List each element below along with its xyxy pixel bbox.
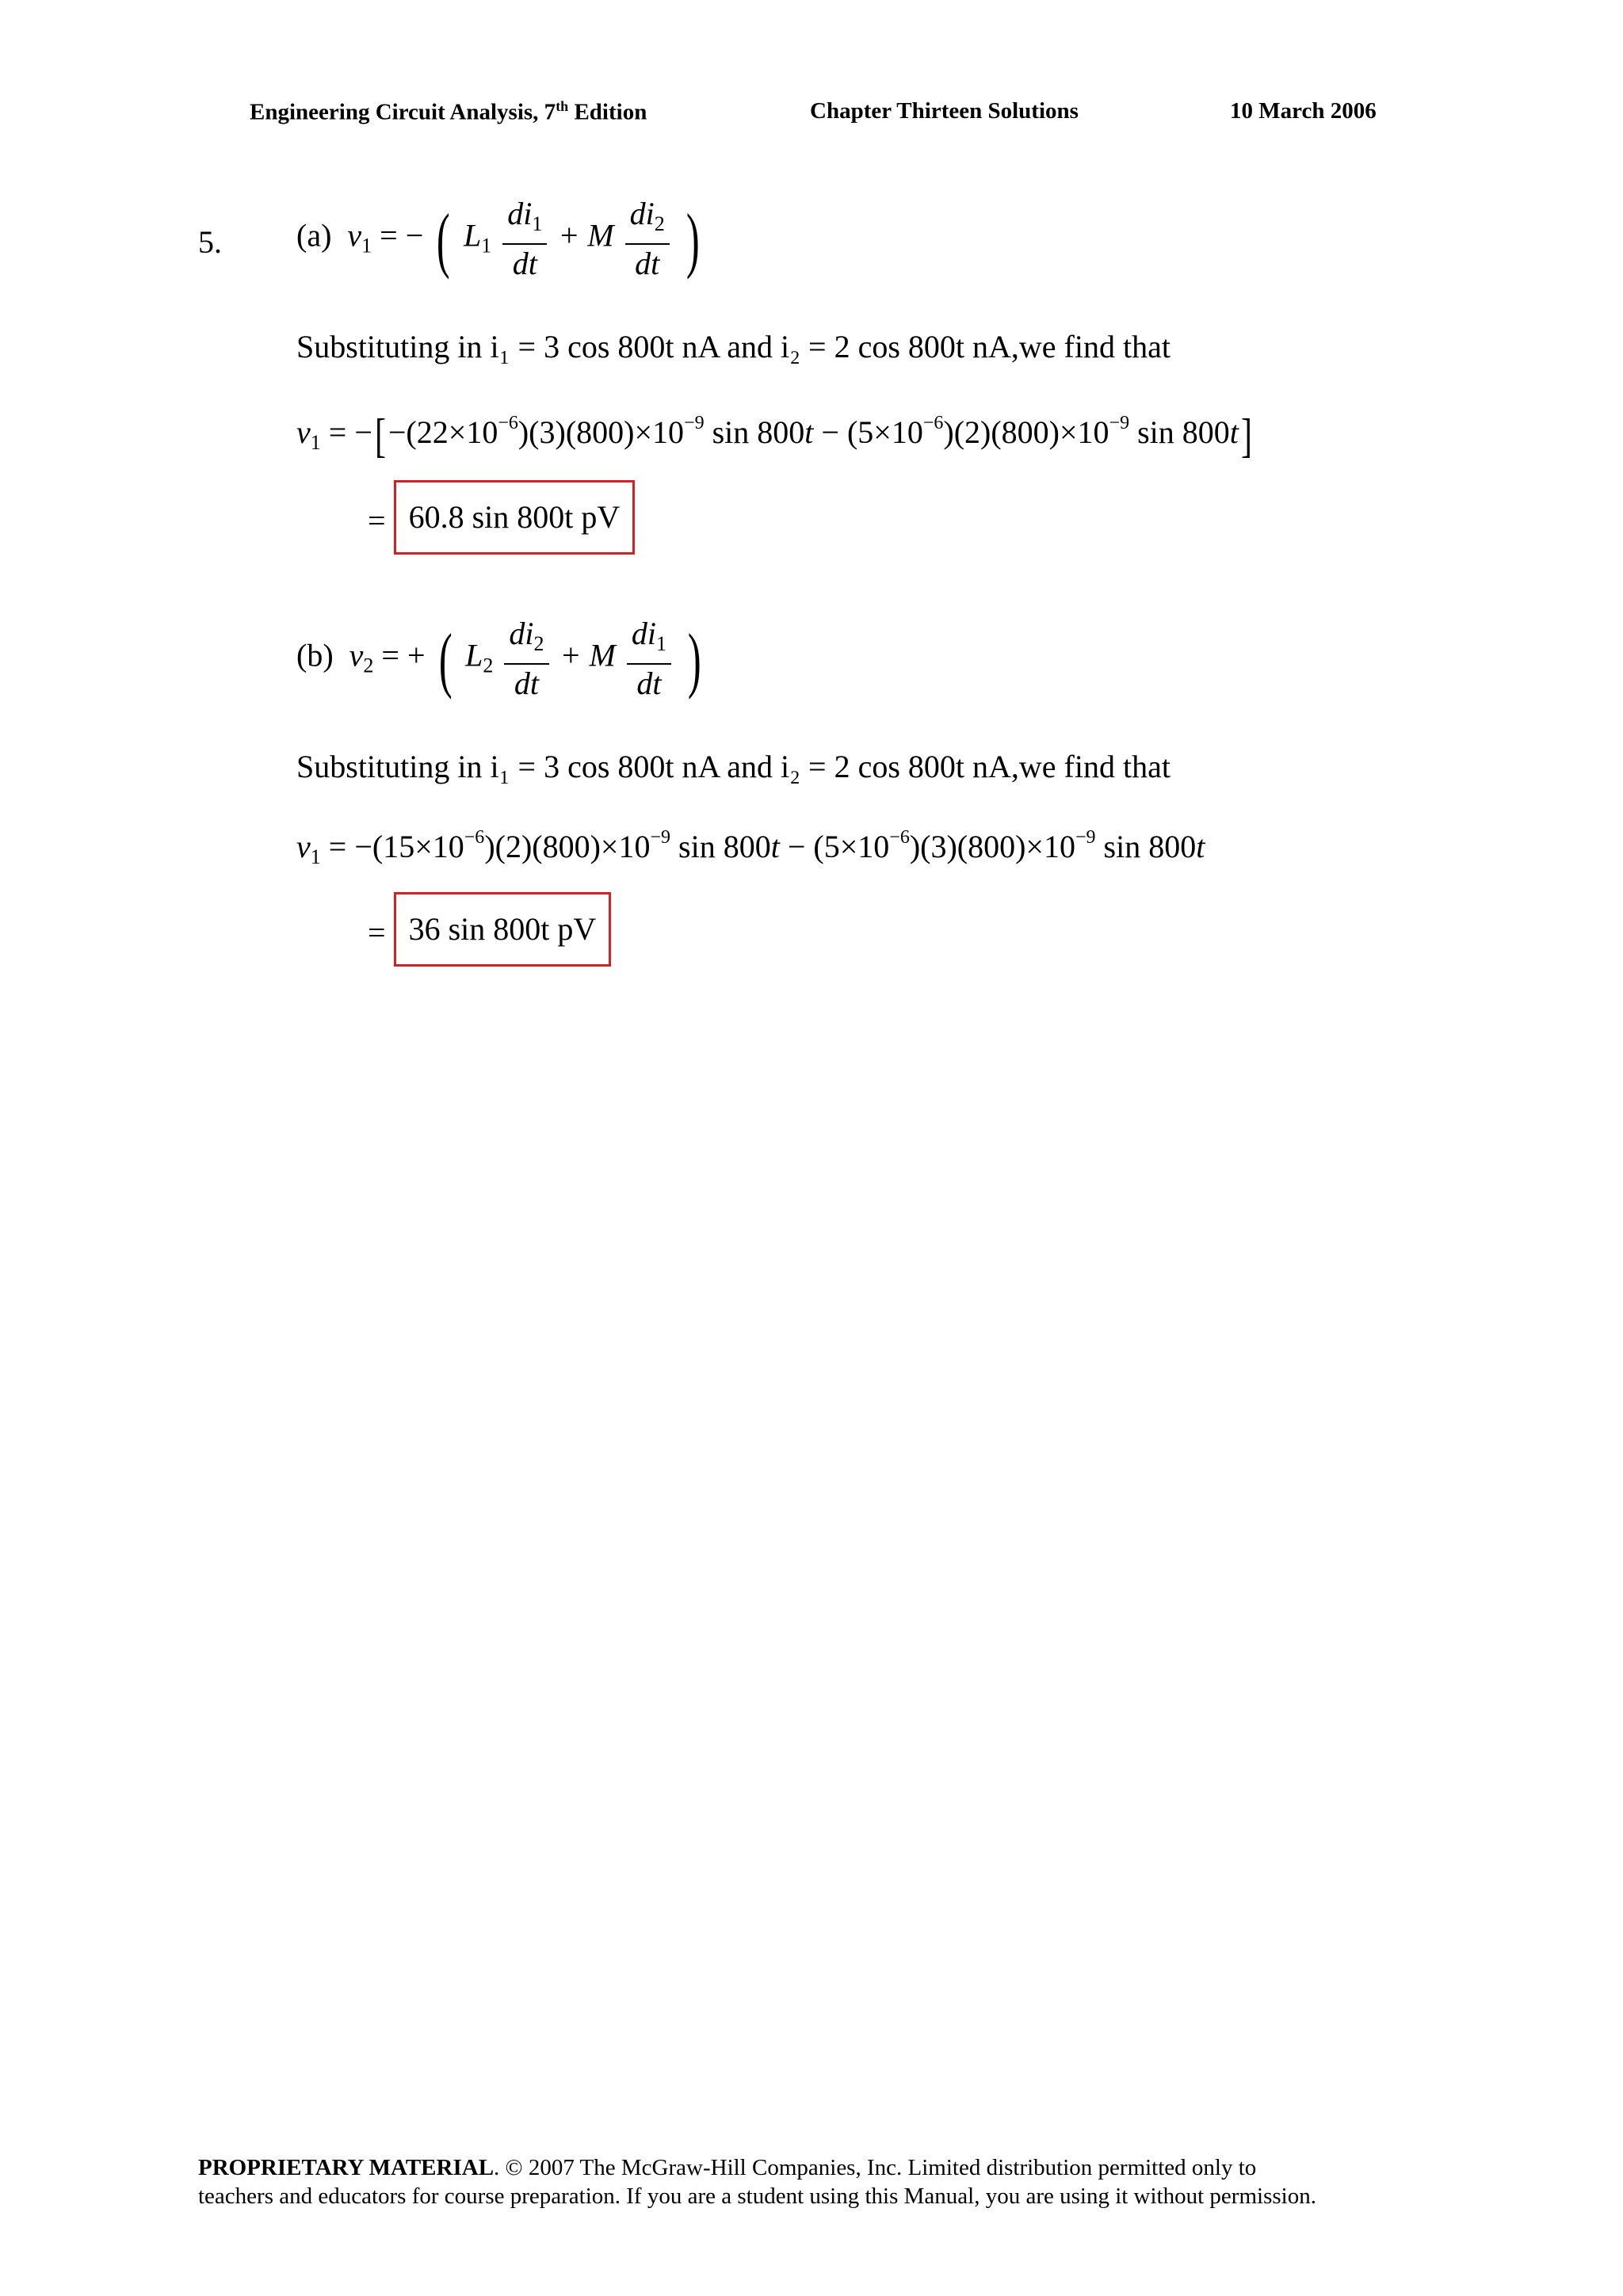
part-b-result-box: 36 sin 800t pV: [394, 892, 612, 967]
part-b-expansion: $v_1 = -(15\times 10^{-6})(2)(800)\times 10^{-9}$ $\sin 800t - (5\times 10^{-6})(3)(800)\times 10^{-9}$ sin 800t: [296, 827, 1205, 868]
book-title: Engineering Circuit Analysis, 7th Edition: [250, 98, 647, 125]
part-a-expansion: $v_1 = -[-(22\times 10^{-6})(3)(800)\times 10^{-9}$ $\sin 800t - (5\times 10^{-6})(2)(800)\times 10^{-9}$ sin 800t]: [296, 410, 1252, 462]
part-a-substituting-text: Substituting in i₁ = 3 cos 800t nA and i₂ = 2 cos 800t nA,we find that: [296, 329, 1170, 364]
document-date: 10 March 2006: [1230, 98, 1377, 124]
problem-number: 5.: [198, 224, 222, 260]
part-a-label: (a): [296, 217, 332, 254]
chapter-title: Chapter Thirteen Solutions: [810, 98, 1079, 124]
part-b-substituting-text: Substituting in i₁ = 3 cos 800t nA and i₂ = 2 cos 800t nA,we find that: [296, 749, 1170, 784]
part-a-result-box: 60.8 sin 800t pV: [394, 480, 636, 555]
part-b-label: (b): [296, 637, 334, 673]
part-b-result-row: = 36 sin 800t pV: [368, 892, 611, 967]
part-a-formula: (a) $v_1$ = − ( $L_1$ $\frac{di_1}{dt}$ + M $\frac{di_2}{dt}$ ): [296, 196, 700, 281]
part-a-result-row: = 60.8 sin 800t pV: [368, 480, 635, 555]
part-b-formula: (b) $v_2$ = + ( $L_2$ $\frac{di_2}{dt}$ + M $\frac{di_1}{dt}$ ): [296, 616, 701, 701]
copyright-footer: PROPRIETARY MATERIAL. © 2007 The McGraw-Hill Companies, Inc. Limited distribution permitted only to teachers and educators for course preparation. If you are a student using this Manual, you are using it without permission.: [198, 2155, 1316, 2209]
